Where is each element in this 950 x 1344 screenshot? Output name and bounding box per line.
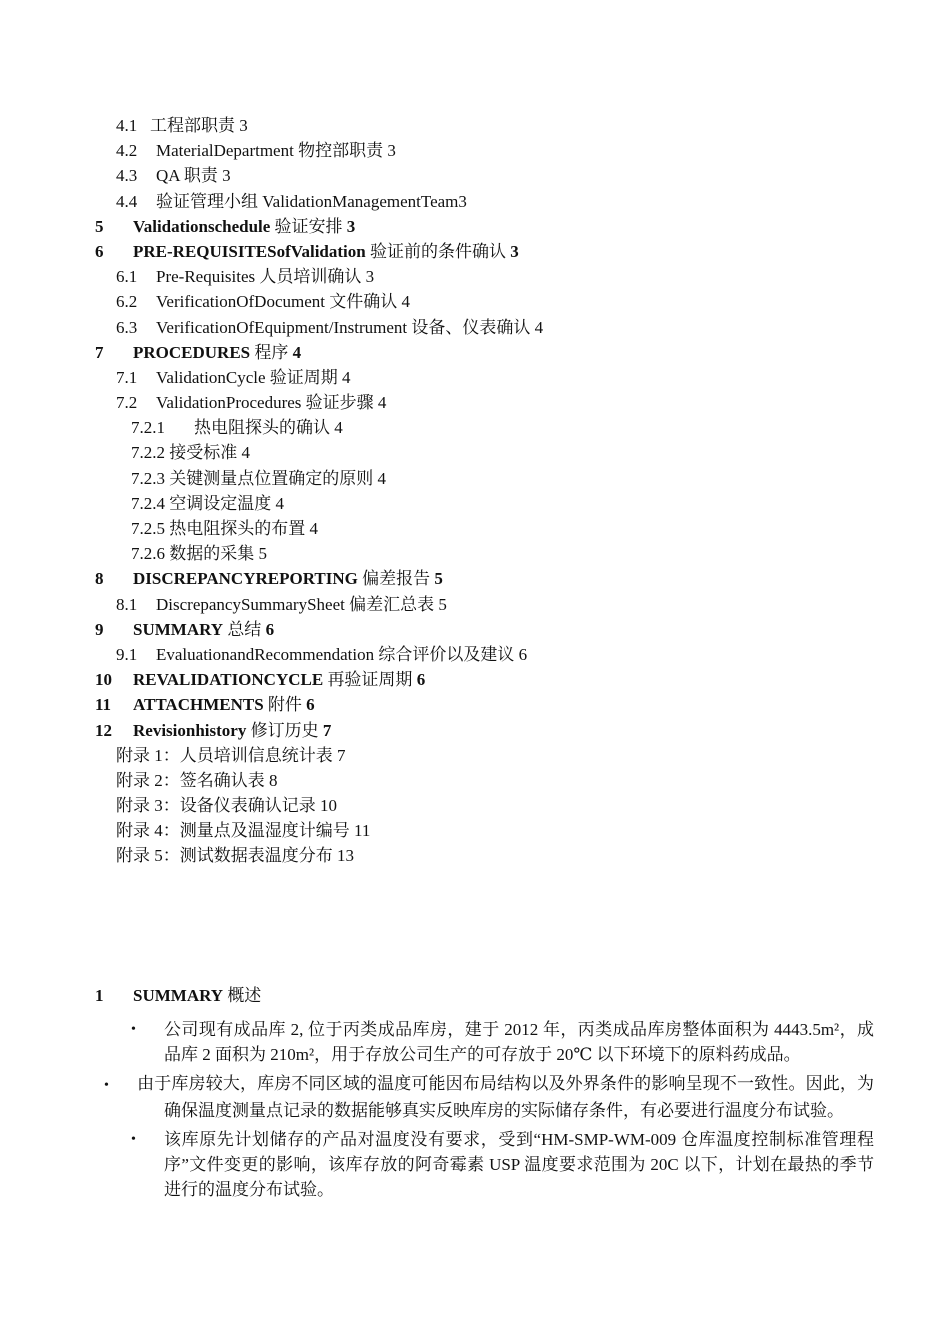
- toc-entry-title: 工程部职责 3: [150, 116, 248, 135]
- bullet-text: 公司现有成品库 2, 位于丙类成品库房，建于 2012 年，丙类成品库房整体面积为 4443.5m²，成品库 2 面积为 210m²，用于存放公司生产的可存放于 20℃ 以下环境下的原料药成品。: [164, 1020, 874, 1064]
- toc-entry-title-en: SUMMARY: [133, 619, 224, 639]
- toc-entry-page: 6: [416, 670, 426, 690]
- toc-entry: [0, 768, 950, 793]
- toc-entry: [0, 718, 950, 743]
- toc-entry-page: 3: [510, 241, 519, 261]
- toc-entry: [0, 163, 950, 188]
- toc-entry-title: [133, 692, 315, 717]
- toc-entry: [0, 138, 950, 163]
- toc-entry-title: [133, 239, 519, 264]
- toc-entry-title-en: Validationschedule: [133, 216, 271, 236]
- bullet-item: [0, 1127, 950, 1202]
- toc-entry-page: 6: [306, 695, 315, 715]
- section-heading: [0, 983, 950, 1008]
- toc-entry: [0, 516, 950, 541]
- toc-entry-title: 附录 2：签名确认表 8: [116, 770, 278, 790]
- toc-entry-title-cn: 验证安排: [270, 216, 347, 236]
- toc-entry-title-en: DISCREPANCYREPORTING: [133, 569, 358, 589]
- toc-entry-number: 4.3: [116, 166, 138, 186]
- bullet-marker: •: [131, 1132, 136, 1147]
- toc-entry-title: 附录 4：测量点及温湿度计编号 11: [116, 821, 371, 841]
- summary-bullets: [0, 1017, 950, 1206]
- toc-entry-title: 7.2.3 关键测量点位置确定的原则 4: [131, 468, 386, 488]
- toc-entry-number: 8: [95, 569, 104, 589]
- toc-entry: [0, 843, 950, 868]
- toc-entry-title: ValidationCycle 验证周期 4: [156, 367, 351, 387]
- toc-entry: [0, 642, 950, 667]
- toc-entry: [0, 340, 950, 365]
- toc-entry: [0, 315, 950, 340]
- toc-entry-title: 7.2.4 空调设定温度 4: [131, 493, 284, 513]
- toc-entry-number: 6.1: [116, 267, 138, 287]
- toc-entry-number: 4.4: [116, 191, 138, 211]
- toc-entry-title: 7.2.2 接受标准 4: [131, 443, 250, 463]
- toc-entry-page: 4: [292, 342, 302, 362]
- toc-entry-title: 附录 3：设备仪表确认记录 10: [116, 796, 337, 816]
- toc-entry: [0, 818, 950, 843]
- toc-entry-title-en: ATTACHMENTS: [133, 695, 264, 715]
- toc-entry-title: [133, 214, 355, 239]
- bullet-marker: •: [104, 1078, 109, 1093]
- bullet-body: 由于库房较大，库房不同区域的温度可能因布局结构以及外界条件的影响呈现不一致性。因此，为确保温度测量点记录的数据能够真实反映库房的实际储存条件，有必要进行温度分布试验。: [137, 1074, 874, 1120]
- toc-entry-number: 6.2: [116, 292, 138, 312]
- toc-entry: [0, 264, 950, 289]
- toc-entry-title-cn: 偏差报告: [357, 569, 435, 589]
- toc-entry-title-cn: 验证前的条件确认: [365, 241, 511, 261]
- toc-entry-number: 12: [95, 720, 112, 740]
- toc-entry: [0, 692, 950, 717]
- toc-entry: [0, 541, 950, 566]
- toc-entry: [0, 667, 950, 692]
- toc-entry-number: 5: [95, 216, 104, 236]
- toc-entry-title-en: Revisionhistory: [133, 720, 247, 740]
- toc-entry: [0, 189, 950, 214]
- bullet-text: 该库原先计划储存的产品对温度没有要求，受到“HM-SMP-WM-009 仓库温度控制标准管理程序”文件变更的影响，该库存放的阿奇霉素 USP 温度要求范围为 20C 以下，计划在最热的季节进行的温度分布试验。: [164, 1130, 874, 1199]
- toc-entry: [0, 390, 950, 415]
- toc-entry-title: Pre-Requisites 人员培训确认 3: [156, 267, 375, 287]
- toc-entry-title-en: PRE-REQUISITESofValidation: [133, 241, 366, 261]
- toc-entry: [0, 743, 950, 768]
- toc-entry-title: [133, 617, 274, 642]
- toc-entry-number: 9: [95, 619, 104, 639]
- toc-entry-title: 热电阻探头的确认 4: [194, 418, 343, 438]
- toc-entry: [0, 113, 950, 138]
- toc-entry-number: 9.1: [116, 644, 138, 664]
- toc-entry-title-en: PROCEDURES: [133, 342, 251, 362]
- toc-entry-title-cn: 再验证周期: [323, 670, 417, 690]
- toc-entry-number: 6: [95, 241, 104, 261]
- bullet-text: [0, 1071, 874, 1123]
- toc-entry-page: 5: [434, 569, 443, 589]
- section-title-en: SUMMARY: [133, 986, 224, 1005]
- toc-entry-title: [133, 667, 425, 692]
- toc-entry-title: 验证管理小组 ValidationManagementTeam3: [156, 191, 467, 211]
- toc-entry-title-cn: 总结: [223, 619, 266, 639]
- toc-entry-title: VerificationOfDocument 文件确认 4: [156, 292, 410, 312]
- toc-entry: [0, 440, 950, 465]
- toc-entry-title-cn: 程序: [250, 342, 293, 362]
- toc-entry-number: 6.3: [116, 317, 138, 337]
- toc-entry: [0, 365, 950, 390]
- toc-entry-title: VerificationOfEquipment/Instrument 设备、仪表确认 4: [156, 317, 544, 337]
- bullet-marker: •: [131, 1022, 136, 1037]
- toc-entry-title: 附录 1：人员培训信息统计表 7: [116, 745, 346, 765]
- toc-entry-title: 7.2.5 热电阻探头的布置 4: [131, 519, 318, 538]
- toc-entry-page: 7: [322, 720, 332, 740]
- toc-entry-number: 10: [95, 670, 112, 690]
- toc-entry-title-cn: 修订历史: [246, 720, 323, 740]
- toc-entry-title: [133, 340, 301, 365]
- toc-entry: [0, 592, 950, 617]
- toc-entry: [0, 415, 950, 440]
- toc-entry-title: ValidationProcedures 验证步骤 4: [156, 393, 387, 413]
- toc-entry-number: 4.1: [116, 116, 138, 135]
- toc-entry-title: MaterialDepartment 物控部职责 3: [156, 141, 396, 161]
- toc-entry-number: 7.1: [116, 367, 138, 387]
- table-of-contents: [0, 113, 950, 869]
- toc-entry-number: 7: [95, 342, 104, 362]
- toc-entry: [0, 566, 950, 591]
- toc-entry-title-en: REVALIDATIONCYCLE: [133, 670, 324, 690]
- toc-entry: [0, 466, 950, 491]
- toc-entry: [0, 617, 950, 642]
- toc-entry: [0, 793, 950, 818]
- toc-entry-title: DiscrepancySummarySheet 偏差汇总表 5: [156, 594, 447, 614]
- toc-entry: [0, 491, 950, 516]
- toc-entry-title: QA 职责 3: [156, 166, 231, 186]
- toc-entry-page: 3: [346, 216, 356, 236]
- toc-entry-title: 7.2.6 数据的采集 5: [131, 544, 267, 564]
- toc-entry-title: 附录 5：测试数据表温度分布 13: [116, 846, 354, 866]
- toc-entry: [0, 239, 950, 264]
- toc-entry-title: EvaluationandRecommendation 综合评价以及建议 6: [156, 644, 528, 664]
- toc-entry-title-cn: 附件: [263, 695, 307, 715]
- bullet-item: [0, 1017, 950, 1067]
- toc-entry-number: 11: [95, 695, 112, 715]
- toc-entry: [0, 289, 950, 314]
- toc-entry-number: 8.1: [116, 594, 138, 614]
- toc-entry-title: [133, 566, 443, 591]
- toc-entry-title: [133, 718, 331, 743]
- toc-entry-number: 7.2.1: [131, 418, 165, 438]
- section-number: 1: [95, 986, 104, 1005]
- toc-entry-number: 7.2: [116, 393, 138, 413]
- section-title: [133, 983, 261, 1008]
- toc-entry-page: 6: [265, 619, 275, 639]
- section-title-cn: 概述: [223, 986, 262, 1005]
- toc-entry: [0, 214, 950, 239]
- bullet-item: [0, 1071, 950, 1123]
- toc-entry-number: 4.2: [116, 141, 138, 161]
